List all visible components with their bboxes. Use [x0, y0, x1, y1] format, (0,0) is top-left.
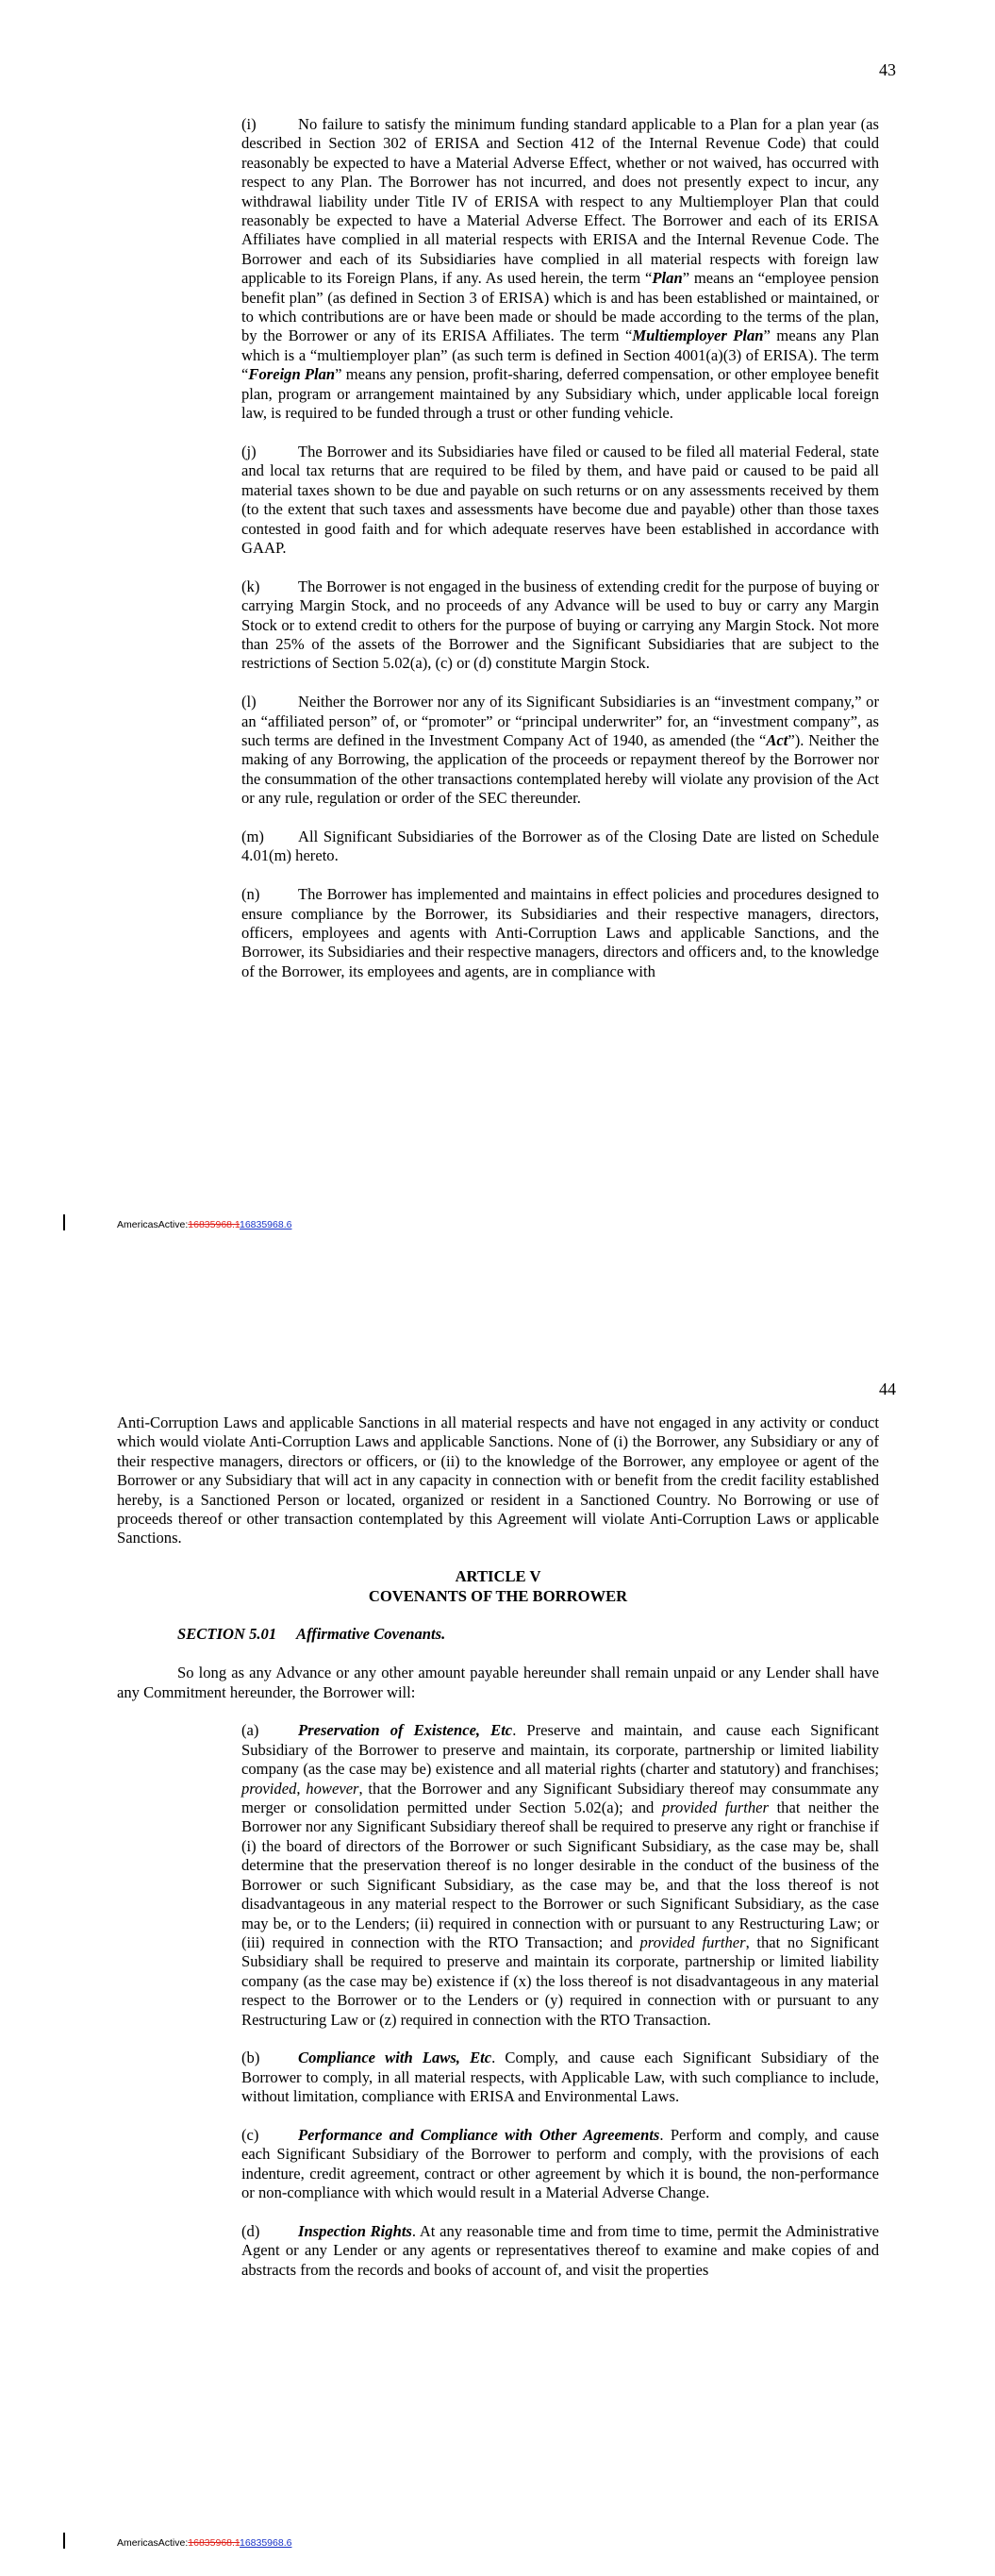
intro-paragraph: So long as any Advance or any other amount payable hereunder shall remain unpaid or any Lender shall have any Commitment hereunder, the Borrower will:	[117, 1664, 879, 1701]
defined-term: Multiemployer Plan	[632, 326, 764, 345]
page-number: 44	[879, 1380, 896, 1398]
covenant-heading: Preservation of Existence, Etc	[298, 1721, 513, 1740]
covenant-heading: Inspection Rights	[298, 2221, 412, 2240]
section-number: SECTION 5.01	[177, 1625, 277, 1644]
document-footer: AmericasActive:16835968.116835968.6	[117, 2537, 292, 2549]
inserted-doc-id: 16835968.6	[239, 2537, 292, 2549]
article-number: ARTICLE V	[455, 1567, 541, 1586]
paragraph-j: (j) The Borrower and its Subsidiaries have filed or caused to be filed all material Federal, state and local tax returns that are required to be filed by them, and have paid or caused to be paid all material taxes shown to be due and payable on such returns or on any assessments received by them (to the extent that such taxes and assessments have become due and payable) other than those taxes contested in good faith and for which adequate reserves have been established in accordance with GAAP.	[241, 442, 879, 557]
deleted-doc-id: 16835968.1	[188, 2537, 240, 2549]
covenant-a: (a) Preservation of Existence, Etc. Preserve and maintain, and cause each Significant Subsidiary of the Borrower to preserve and maintain, its corporate, partnership or limited liability company (as the case may be) existence and all material rights (charter and statutory) and franchises; provided, however, that the Borrower and any Significant Subsidiary thereof may consummate any merger or consolidation permitted under Section 5.02(a); and provided further that neither the Borrower nor any Significant Subsidiary thereof shall be required to preserve any right or franchise if (i) the board of directors of the Borrower or such Significant Subsidiary, as the case may be, shall determine that the preservation thereof is no longer desirable in the conduct of the business of the Borrower or such Significant Subsidiary, as the case may be, and that the loss thereof is not disadvantageous in any material respect to the Borrower or such Significant Subsidiary, as the case may be, or to the Lenders; (ii) required in connection with or pursuant to any Restructuring Law; or (iii) required in connection with the RTO Transaction; and provided further, that no Significant Subsidiary shall be required to preserve and maintain its corporate, partnership or limited liability company (as the case may be) existence if (x) the loss thereof is not disadvantageous in any material respect to the Borrower or to the Lenders or (y) required in connection with or pursuant to any Restructuring Law or (z) required in connection with the RTO Transaction.	[241, 1721, 879, 2029]
document-footer: AmericasActive:16835968.116835968.6	[117, 1219, 292, 1230]
covenant-b: (b) Compliance with Laws, Etc. Comply, and cause each Significant Subsidiary of the Borrower to comply, in all material respects, with Applicable Law, with such compliance to include, without limitation, compliance with ERISA and Environmental Laws.	[241, 2049, 879, 2106]
paragraph-marker: (c)	[241, 2125, 259, 2144]
inserted-doc-id: 16835968.6	[239, 1219, 292, 1230]
covenant-heading: Compliance with Laws, Etc	[298, 2049, 492, 2067]
defined-term: Plan	[652, 269, 683, 288]
paragraph-marker: (d)	[241, 2221, 260, 2240]
covenant-c: (c) Performance and Compliance with Other Agreements. Perform and comply, and cause each Significant Subsidiary of the Borrower to perform and comply, with the provisions of each indenture, credit agreement, contract or other agreement by which it is bound, the non-performance or non-compliance with which would result in a Material Adverse Change.	[241, 2125, 879, 2202]
covenant-heading: Performance and Compliance with Other Agreements	[298, 2125, 660, 2144]
paragraph-marker: (b)	[241, 2049, 260, 2067]
change-bar	[63, 2533, 65, 2549]
page-number: 43	[879, 60, 896, 79]
paragraph-l: (l) Neither the Borrower nor any of its Significant Subsidiaries is an “investment company,” or an “affiliated person” of, or “promoter” or “principal underwriter” for, an “investment company”, as such terms are defined in the Investment Company Act of 1940, as amended (the “Act”). Neither the making of any Borrowing, the application of the proceeds or repayment thereof by the Borrower nor the consummation of the other transactions contemplated hereby will violate any provision of the Act or any rule, regulation or order of the SEC thereunder.	[241, 693, 879, 808]
continuation-paragraph: Anti-Corruption Laws and applicable Sanctions in all material respects and have not engaged in any activity or conduct which would violate Anti-Corruption Laws and applicable Sanctions. None of (i) the Borrower, any Subsidiary or any of their respective managers, directors or officers, or (ii) to the knowledge of the Borrower, any employee or agent of the Borrower or any Subsidiary that will act in any capacity in connection with or benefit from the credit facility established hereby, is a Sanctioned Person or located, organized or resident in a Sanctioned Country. No Borrowing or use of proceeds thereof or other transaction contemplated by this Agreement will violate Anti-Corruption Laws or applicable Sanctions.	[117, 1413, 879, 1547]
page-body	[117, 1413, 879, 2300]
paragraph-marker: (a)	[241, 1721, 259, 1740]
page-44	[0, 1340, 995, 2576]
paragraph-marker: (n)	[241, 885, 260, 904]
paragraph-m: (m) All Significant Subsidiaries of the Borrower as of the Closing Date are listed on Schedule 4.01(m) hereto.	[241, 827, 879, 865]
deleted-doc-id: 16835968.1	[188, 1219, 240, 1230]
paragraph-i: (i) No failure to satisfy the minimum funding standard applicable to a Plan for a plan year (as described in Section 302 of ERISA and Section 412 of the Internal Revenue Code) that could reasonably be expected to have a Material Adverse Effect, whether or not waived, has occurred with respect to any Plan. The Borrower has not incurred, and does not presently expect to incur, any withdrawal liability under Title IV of ERISA with respect to any Multiemployer Plan that could reasonably be expected to have a Material Adverse Effect. The Borrower and each of its ERISA Affiliates have complied in all material respects with ERISA and the Internal Revenue Code. The Borrower and each of its Subsidiaries have complied in all material respects with foreign law applicable to its Foreign Plans, if any. As used herein, the term “Plan” means an “employee pension benefit plan” (as defined in Section 3 of ERISA) which is and has been established or maintained, or to which contributions are or have been made or should be made according to the terms of the plan, by the Borrower or any of its ERISA Affiliates. The term “Multiemployer Plan” means any Plan which is a “multiemployer plan” (as such term is defined in Section 4001(a)(3) of ERISA). The term “Foreign Plan” means any pension, profit-sharing, deferred compensation, or other employee benefit plan, program or arrangement maintained by any Subsidiary which, under applicable local foreign law, is required to be funded through a trust or other funding vehicle.	[241, 115, 879, 423]
section-heading	[117, 1625, 879, 1644]
paragraph-marker: (i)	[241, 115, 257, 133]
covenant-d: (d) Inspection Rights. At any reasonable time and from time to time, permit the Administrative Agent or any Lender or any agents or representatives thereof to examine and make copies of and abstracts from the records and books of account of, and visit the properties	[241, 2221, 879, 2279]
defined-term: Foreign Plan	[248, 365, 336, 384]
paragraph-marker: (k)	[241, 577, 260, 595]
article-title: COVENANTS OF THE BORROWER	[368, 1586, 628, 1605]
paragraph-n: (n) The Borrower has implemented and maintains in effect policies and procedures designed to ensure compliance by the Borrower, its Subsidiaries and their respective managers, directors, officers, employees and agents with Anti-Corruption Laws and applicable Sanctions, and the Borrower, its Subsidiaries and their respective managers, directors and officers and, to the knowledge of the Borrower, its employees and agents, are in compliance with	[241, 885, 879, 980]
change-bar	[63, 1214, 65, 1230]
defined-term: Act	[766, 730, 788, 749]
paragraph-k: (k) The Borrower is not engaged in the business of extending credit for the purpose of buying or carrying Margin Stock, and no proceeds of any Advance will be used to buy or carry any Margin Stock or to extend credit to others for the purpose of buying or carrying any Margin Stock. Not more than 25% of the assets of the Borrower and the Significant Subsidiaries that are subject to the restrictions of Section 5.02(a), (c) or (d) constitute Margin Stock.	[241, 577, 879, 673]
paragraph-marker: (l)	[241, 693, 257, 711]
page-body	[117, 115, 879, 1001]
paragraph-marker: (m)	[241, 827, 264, 845]
paragraph-marker: (j)	[241, 442, 257, 460]
section-title: Affirmative Covenants.	[296, 1625, 446, 1644]
